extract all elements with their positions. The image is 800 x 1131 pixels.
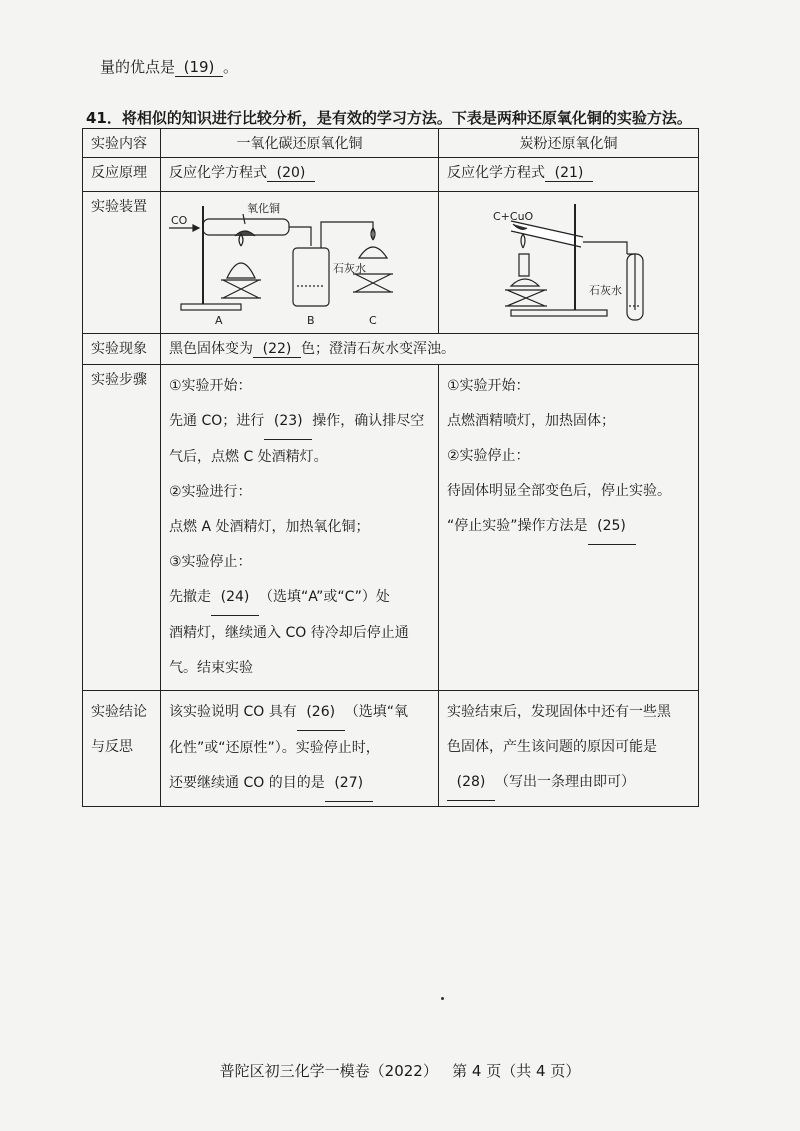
answer-blank-28[interactable]: (28): [447, 765, 495, 801]
limewater-bottle: [293, 248, 329, 306]
c-step2-text: 待固体明显全部变色后，停止实验。: [447, 483, 671, 499]
tripod-stand: [505, 290, 547, 306]
spirit-lamp-a: [227, 263, 255, 278]
answer-blank-19[interactable]: (19): [175, 58, 223, 77]
apparatus-label: 实验装置: [83, 192, 161, 334]
footer-title: 普陀区初三化学一模卷（2022）: [219, 1062, 438, 1080]
answer-blank-23[interactable]: (23): [264, 404, 312, 440]
conclusion-co: [161, 691, 439, 807]
conclusion-co-line3-pre: 还要继续通 CO 的目的是: [169, 775, 325, 791]
question-number: 41: [86, 109, 107, 127]
label-c: C: [369, 314, 377, 327]
head-c: 炭粉还原氧化铜: [439, 129, 699, 158]
answer-blank-25[interactable]: (25): [588, 509, 636, 545]
conclusion-co-line2: 化性”或“还原性”）。实验停止时，: [169, 740, 380, 756]
co-apparatus-diagram: [163, 194, 435, 330]
arrow-head-icon: [193, 225, 199, 231]
co-step3-line2: 酒精灯，继续通入 CO 待冷却后停止通: [169, 625, 409, 641]
co-step2-title: ②实验进行：: [169, 484, 252, 500]
phenomenon-text: [161, 334, 699, 365]
conclusion-label: [83, 691, 161, 807]
footer-page-number: 第 4 页（共 4 页）: [452, 1062, 581, 1080]
label-a: A: [215, 314, 223, 327]
tail-text: 量的优点是: [100, 58, 176, 76]
co-step1-pre: 先通 CO；进行: [169, 413, 265, 429]
conclusion-co-line3: [169, 766, 430, 802]
head-label: 实验内容: [83, 129, 161, 158]
co-step3-post: （选填“A”或“C”）处: [259, 589, 390, 605]
principle-label: 反应原理: [83, 158, 161, 192]
tail-end: 。: [223, 58, 239, 76]
conclusion-c-post: （写出一条理由即可）: [495, 774, 635, 790]
answer-blank-26[interactable]: (26): [297, 695, 345, 731]
comparison-table: [82, 128, 699, 807]
co-step3-line3: 气。结束实验: [169, 660, 253, 676]
conclusion-co-line1: [169, 695, 430, 731]
conclusion-label-line1: 实验结论: [91, 704, 147, 720]
co-step3-pre: 先撤走: [169, 589, 211, 605]
copper-oxide-sample: [235, 231, 255, 236]
phenomenon-post: 色；澄清石灰水变浑浊。: [301, 341, 455, 357]
phenomenon-pre: 黑色固体变为: [169, 341, 253, 357]
lamp-flame-icon: [521, 234, 525, 248]
delivery-tube-down: [627, 254, 635, 310]
co-step3-line1: [169, 580, 430, 616]
c-step3-pre: “停止实验”操作方法是: [447, 518, 588, 534]
answer-blank-24[interactable]: (24): [211, 580, 259, 616]
label-limewater: 石灰水: [333, 262, 366, 275]
answer-blank-20[interactable]: (20): [267, 165, 315, 182]
steps-co: [161, 365, 439, 691]
label-b: B: [307, 314, 315, 327]
conclusion-c: [439, 691, 699, 807]
c-step1-text: 点燃酒精喷灯，加热固体；: [447, 413, 615, 429]
label-limewater-c: 石灰水: [589, 284, 622, 297]
tripod-a: [221, 280, 261, 298]
tube-ab: [289, 227, 311, 246]
co-step1-post: 操作，确认排尽空: [312, 413, 425, 429]
question-text: 将相似的知识进行比较分析，是有效的学习方法。下表是两种还原氧化铜的实验方法。: [121, 109, 692, 127]
carbon-apparatus-diagram: [441, 194, 695, 330]
blowtorch-base: [511, 279, 539, 286]
spirit-lamp-c: [359, 247, 387, 258]
label-co-gas: CO: [171, 214, 188, 227]
conclusion-c-line3: [447, 765, 690, 801]
question-41-intro: [86, 107, 692, 128]
c-step3-line: [447, 509, 690, 545]
apparatus-co-cell: [161, 192, 439, 334]
answer-blank-22[interactable]: (22): [253, 341, 301, 358]
co-step1-line1: [169, 404, 430, 440]
conclusion-c-line2: 色固体，产生该问题的原因可能是: [447, 739, 657, 755]
principle-co-text: 反应化学方程式: [169, 165, 267, 181]
c-step2-title: ②实验停止：: [447, 448, 530, 464]
apparatus-c-cell: [439, 192, 699, 334]
conclusion-c-line1: 实验结束后，发现固体中还有一些黑: [447, 704, 671, 720]
previous-question-tail: [100, 56, 238, 77]
stand-base: [511, 310, 607, 316]
head-co: 一氧化碳还原氧化铜: [161, 129, 439, 158]
co-step3-title: ③实验停止：: [169, 554, 252, 570]
conclusion-label-line2: 与反思: [91, 739, 133, 755]
footer-gap: [438, 1062, 452, 1080]
principle-co: [161, 158, 439, 192]
steps-label: 实验步骤: [83, 365, 161, 691]
principle-c-text: 反应化学方程式: [447, 165, 545, 181]
stray-mark: [441, 997, 444, 1000]
number-dot: ．: [106, 109, 122, 127]
page-footer: [0, 1060, 800, 1081]
label-c-cuo: C+CuO: [493, 210, 534, 223]
tube-bc: [321, 222, 373, 248]
phenomenon-label: 实验现象: [83, 334, 161, 365]
c-step1-title: ①实验开始：: [447, 378, 530, 394]
tripod-c: [353, 274, 393, 292]
conclusion-co-post: （选填“氧: [344, 704, 408, 720]
label-copper-oxide: 氧化铜: [247, 202, 280, 215]
co-step1-line2: 气后，点燃 C 处酒精灯。: [169, 449, 328, 465]
conclusion-co-pre: 该实验说明 CO 具有: [169, 704, 297, 720]
steps-c: [439, 365, 699, 691]
delivery-tube: [583, 242, 627, 254]
co-step2-text: 点燃 A 处酒精灯，加热氧化铜；: [169, 519, 370, 535]
stand-a-base: [181, 304, 241, 310]
principle-c: [439, 158, 699, 192]
answer-blank-21[interactable]: (21): [545, 165, 593, 182]
answer-blank-27[interactable]: (27): [325, 766, 373, 802]
co-step1-title: ①实验开始：: [169, 378, 252, 394]
blowtorch-body: [519, 254, 529, 276]
